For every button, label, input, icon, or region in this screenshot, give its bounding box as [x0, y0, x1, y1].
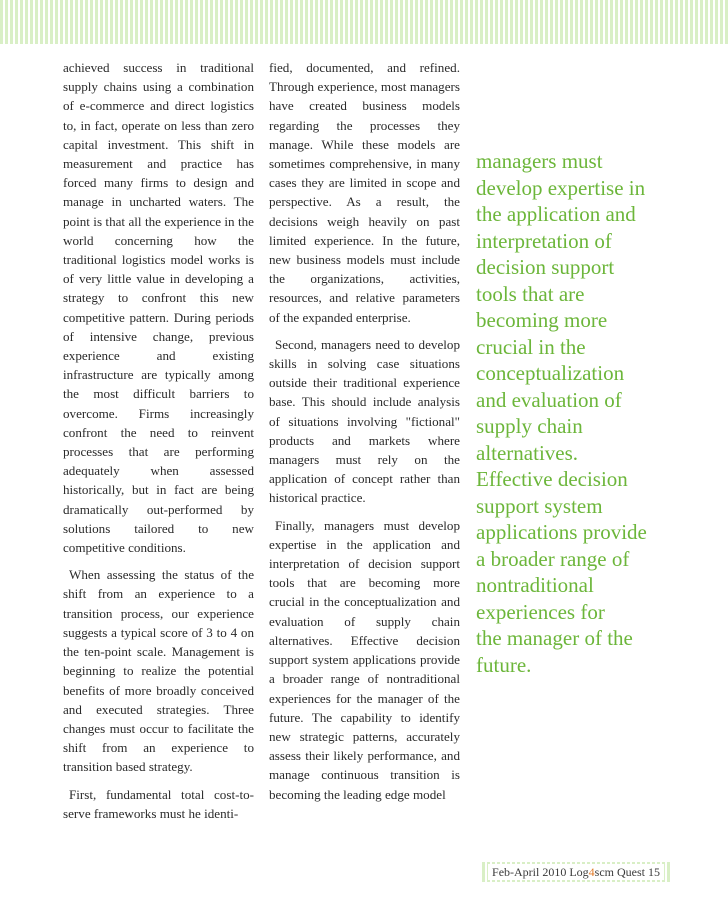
pull-quote-line: the application and: [476, 202, 636, 226]
pull-quote-line: tools that are: [476, 281, 585, 306]
paragraph-middle-1: fied, documented, and refined. Through experience, most managers have created business models regarding the processes they manage. While these models are sometimes comprehensive, in many cases they are limited in scope and perspective. As a result, the decisions weigh heavily on past limited experience. In the future, new business models must include the organizations, activities, resources, and relative parameters of the expanded enterprise.: [269, 60, 460, 325]
footer-band: [482, 862, 672, 882]
pull-quote-line: crucial in the: [476, 334, 586, 359]
footer-issue-label: [488, 864, 664, 880]
pull-quote-line: Effective decision: [476, 467, 628, 491]
pull-quote-line: decision support: [476, 255, 615, 279]
footer-prefix: Feb-April 2010 Log: [492, 865, 589, 879]
pull-quote-line: becoming more: [476, 308, 608, 332]
pull-quote-line: conceptualization: [476, 361, 625, 385]
pull-quote-line: future.: [476, 652, 532, 677]
article-column-middle: [269, 58, 460, 804]
paragraph-left-1: achieved success in traditional supply chains using a combination of e-commerce and direct logistics to, in fact, operate on less than zero capital investment. This shift in measurement and practice has forced many firms to design and manage in uncharted waters. The point is that all the experience in the world concerning how the traditional logistics model works is of very little value in developing a strategy to confront this new competitive pattern. During periods of intensive change, previous experience and existing infrastructure are typically among the most difficult barriers to overcome. Firms increasingly confront the need to reinvent processes that are performing adequately when assessed historically, but in fact are being dramatically out-performed by solutions tailored to new competitive conditions.: [63, 60, 254, 556]
pull-quote: [476, 148, 716, 678]
article-column-left: [63, 58, 254, 823]
paragraph-left-3: First, fundamental total cost-to-serve frameworks must he identi-: [63, 786, 254, 821]
pull-quote-line: alternatives.: [476, 440, 579, 465]
pull-quote-line: and evaluation of: [476, 387, 622, 412]
pull-quote-line: managers must: [476, 149, 603, 173]
paragraph-left-2: When assessing the status of the shift from an experience to a transition process, our experience suggests a typical score of 3 to 4 on the ten-point scale. Management is beginning to realize the potential benefits of more broadly conceived and executed strategies. Three changes must occur to facilitate the shift from an experience to transition based strategy.: [63, 567, 254, 775]
paragraph-middle-2: Second, managers need to develop skills in solving case situations outside their traditional experience base. This should include analysis of situations involving "fictional" products and markets where managers must rely on the application of concept rather than historical practice.: [269, 336, 460, 506]
footer-accent: 4: [588, 865, 595, 879]
pull-quote-line: the manager of the: [476, 626, 633, 650]
paragraph-middle-3: Finally, managers must develop expertise in the application and interpretation of decision support tools that are becoming more crucial in the conceptualization and evaluation of supply chain alternatives. Effective decision support system applications provide a broader range of nontraditional experiences for the manager of the future. The capability to identify new strategic patterns, accurately assess their likely performance, and manage continuous transition is becoming the leading edge model: [269, 517, 460, 802]
pull-quote-line: interpretation of: [476, 228, 612, 253]
pull-quote-line: nontraditional: [476, 573, 594, 597]
pull-quote-line: supply chain: [476, 414, 583, 438]
footer-suffix: scm Quest 15: [594, 865, 660, 879]
pull-quote-line: experiences for: [476, 599, 605, 624]
pull-quote-line: applications provide: [476, 520, 647, 544]
pull-quote-line: a broader range of: [476, 546, 630, 571]
pull-quote-line: develop expertise in: [476, 175, 646, 200]
header-stripe-band: [0, 0, 728, 44]
pull-quote-line: support system: [476, 493, 603, 518]
